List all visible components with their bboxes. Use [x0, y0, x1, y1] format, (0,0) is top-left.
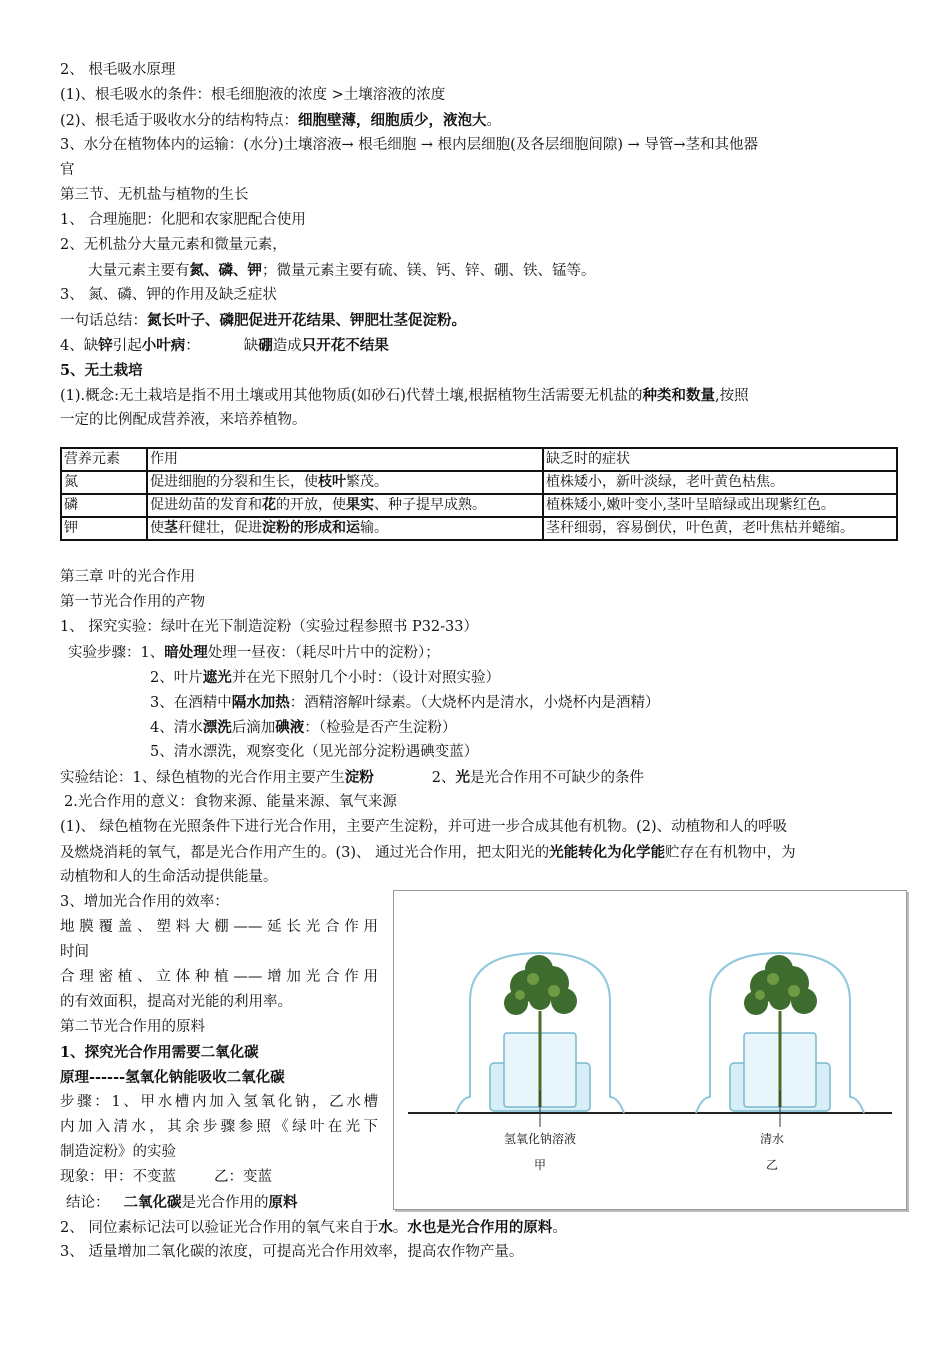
- root-absorption-condition: (1)、根毛吸水的条件：根毛细胞液的浓度 >土壤溶液的浓度: [60, 87, 446, 103]
- soilless-definition: (1).概念:无土栽培是指不用土壤或用其他物质(如砂石)代替土壤,根据植物生活需要无机盐的种类和数量,按照: [60, 387, 749, 404]
- chapter-heading: 第三章 叶的光合作用: [60, 569, 196, 585]
- summary-line: 一句话总结：氮长叶子、磷肥促进开花结果、钾肥壮茎促淀粉。: [60, 312, 466, 329]
- setup-yi: [696, 953, 864, 1127]
- table-header-element: 营养元素: [61, 448, 147, 471]
- root-structure-features: (2)、根毛适于吸收水分的结构特点：细胞壁薄，细胞质少，液泡大。: [60, 112, 502, 129]
- plant-leaves-left: [504, 955, 577, 1015]
- efficiency-heading: 3、增加光合作用的效率：: [60, 894, 229, 910]
- efficiency-line-2: 合理密植、立体种植——增加光合作用: [60, 969, 378, 985]
- table-header-row: [61, 448, 897, 471]
- document-page: [60, 58, 898, 1265]
- table-cell-symptom: 植株矮小，新叶淡绿，老叶黄色枯焦。: [543, 471, 897, 494]
- section-heading-products: 第一节光合作用的产物: [60, 594, 205, 610]
- meaning-line-3: 动植物和人的生命活动提供能量。: [60, 869, 278, 885]
- co2-steps-3: 制造淀粉》的实验: [60, 1144, 176, 1160]
- deficiency-line: 4、缺锌引起小叶病： 缺硼造成只开花不结果: [60, 337, 389, 354]
- label-water: 清水: [759, 1132, 785, 1146]
- co2-phenomenon: 现象：甲：不变蓝 乙：变蓝: [60, 1169, 272, 1185]
- co2-concentration-line: 3、 适量增加二氧化碳的浓度，可提高光合作用效率，提高农作物产量。: [60, 1244, 524, 1260]
- experiment-illustration: [394, 891, 906, 1209]
- co2-steps-1: 步骤：1、甲水槽内加入氢氧化钠，乙水槽: [60, 1094, 378, 1110]
- label-naoh: 氢氧化钠溶液: [503, 1132, 577, 1146]
- section-root-absorption: 2、 根毛吸水原理: [60, 62, 176, 78]
- step-2: 2、叶片遮光并在光下照射几个小时：（设计对照实验）: [150, 669, 500, 686]
- co2-principle: 原理------氢氧化钠能吸收二氧化碳: [60, 1069, 285, 1086]
- table-row: [61, 494, 897, 517]
- co2-conclusion: 结论： 二氧化碳是光合作用的原料: [66, 1194, 298, 1211]
- section-heading-materials: 第二节光合作用的原料: [60, 1019, 205, 1035]
- table-cell-symptom: 茎秆细弱，容易倒伏，叶色黄，老叶焦枯并蜷缩。: [543, 517, 897, 540]
- label-yi: 乙: [765, 1158, 779, 1172]
- table-cell-element: 钾: [61, 517, 147, 540]
- meaning-line-2: 及燃烧消耗的氧气，都是光合作用产生的。(3)、 通过光合作用，把太阳光的光能转化为化学能贮存在有机物中，为: [60, 844, 796, 861]
- experiment-conclusion: 实验结论：1、绿色植物的光合作用主要产生淀粉 2、光是光合作用不可缺少的条件: [60, 769, 644, 786]
- isotope-line: 2、 同位素标记法可以验证光合作用的氧气来自于水。水也是光合作用的原料。: [60, 1219, 567, 1236]
- table-cell-element: 氮: [61, 471, 147, 494]
- table-cell-function: 使茎秆健壮，促进淀粉的形成和运输。: [147, 517, 543, 540]
- efficiency-line-2-cont: 的有效面积，提高对光能的利用率。: [60, 994, 292, 1010]
- table-cell-symptom: 植株矮小,嫩叶变小,茎叶呈暗绿或出现紫红色。: [543, 494, 897, 517]
- section-heading-minerals: 第三节、无机盐与植物的生长: [60, 187, 249, 203]
- step-1: 实验步骤：1、暗处理处理一昼夜：（耗尽叶片中的淀粉）；: [68, 644, 440, 661]
- mineral-elements-line: 2、无机盐分大量元素和微量元素，: [60, 237, 287, 253]
- efficiency-line-1: 地膜覆盖、塑料大棚——延长光合作用: [60, 919, 378, 935]
- step-5: 5、清水漂洗，观察变化（见光部分淀粉遇碘变蓝）: [150, 744, 479, 760]
- meaning-line-1: (1)、 绿色植物在光照条件下进行光合作用，主要产生淀粉，并可进一步合成其他有机物。(2)、动植物和人的呼吸: [60, 819, 788, 835]
- fertilizer-line: 1、 合理施肥：化肥和农家肥配合使用: [60, 212, 306, 228]
- experiment-title: 1、 探究实验：绿叶在光下制造淀粉（实验过程参照书 P32-33）: [60, 619, 478, 635]
- table-cell-element: 磷: [61, 494, 147, 517]
- table-cell-function: 促进幼苗的发育和花的开放，使果实、种子提早成熟。: [147, 494, 543, 517]
- table-header-function: 作用: [147, 448, 543, 471]
- plant-leaves-right: [744, 955, 817, 1015]
- meaning-heading: 2.光合作用的意义：食物来源、能量来源、氧气来源: [64, 794, 397, 810]
- step-4: 4、清水漂洗后滴加碘液：（检验是否产生淀粉）: [150, 719, 457, 736]
- nutrient-table: [60, 447, 898, 541]
- table-row: [61, 517, 897, 540]
- table-header-symptom: 缺乏时的症状: [543, 448, 897, 471]
- efficiency-line-1-cont: 时间: [60, 944, 89, 960]
- left-column: [60, 890, 378, 1215]
- npk-roles-line: 3、 氮、磷、钾的作用及缺乏症状: [60, 287, 277, 303]
- co2-experiment-title: 1、探究光合作用需要二氧化碳: [60, 1044, 259, 1061]
- soilless-heading: 5、无土栽培: [60, 362, 143, 379]
- co2-experiment-figure: [393, 890, 907, 1210]
- soilless-definition-cont: 一定的比例配成营养液，来培养植物。: [60, 412, 307, 428]
- table-cell-function: 促进细胞的分裂和生长，使枝叶繁茂。: [147, 471, 543, 494]
- macro-elements-line: 大量元素主要有氮、磷、钾；微量元素主要有硫、镁、钙、锌、硼、铁、锰等。: [88, 262, 596, 279]
- co2-steps-2: 内加入清水，其余步骤参照《绿叶在光下: [60, 1119, 378, 1135]
- water-transport: 3、水分在植物体内的运输：(水分)土壤溶液→ 根毛细胞 → 根内层细胞(及各层细胞间隙) → 导管→茎和其他器: [60, 137, 758, 153]
- water-transport-cont: 官: [60, 162, 75, 178]
- table-row: [61, 471, 897, 494]
- step-3: 3、在酒精中隔水加热：酒精溶解叶绿素。（大烧杯内是清水，小烧杯内是酒精）: [150, 694, 660, 711]
- efficiency-and-figure: [60, 890, 898, 1215]
- label-jia: 甲: [533, 1158, 547, 1172]
- setup-jia: [456, 953, 624, 1127]
